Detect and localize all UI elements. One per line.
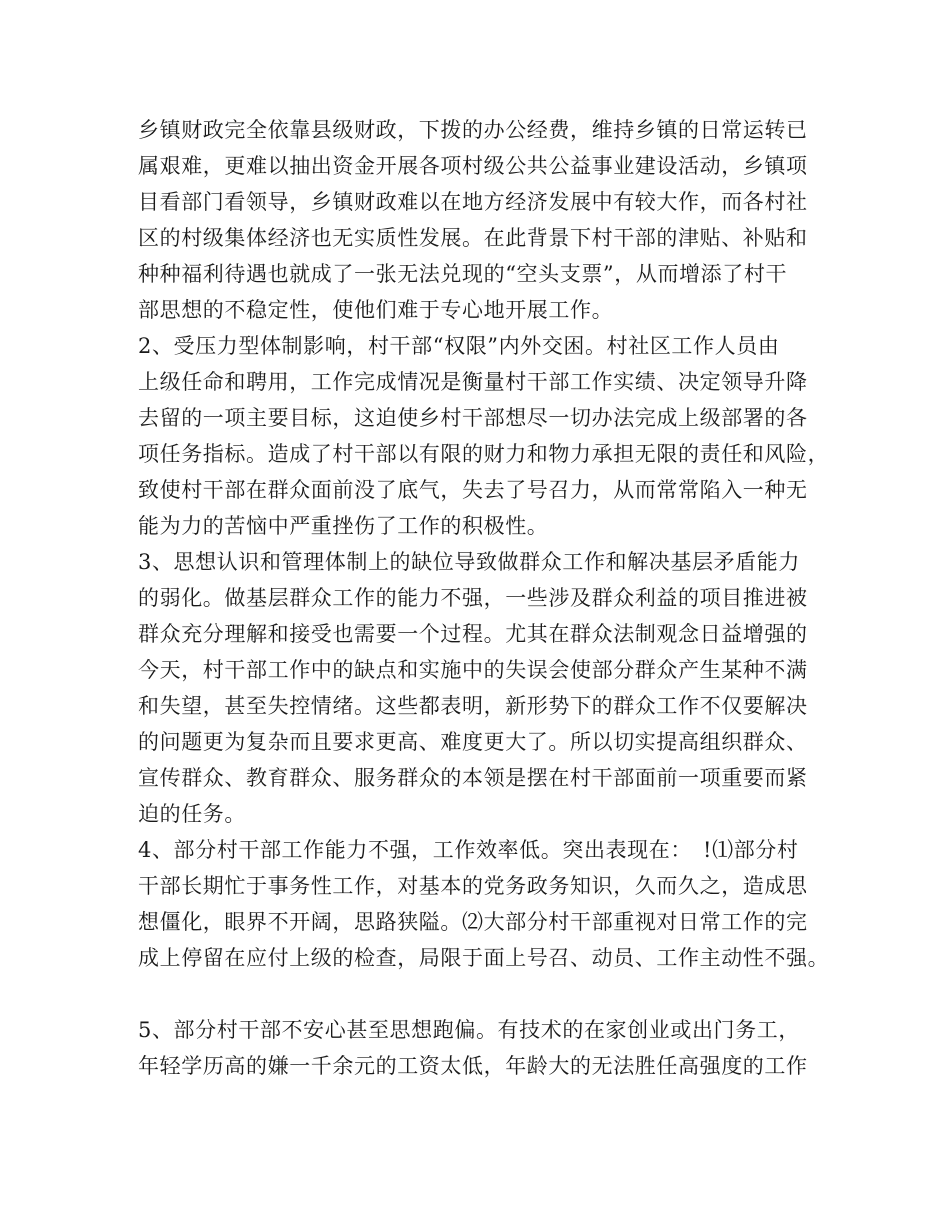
text-line: 致使村干部在群众面前没了底气，失去了号召力，从而常常陷入一种无 (138, 478, 808, 502)
text-line: 群众充分理解和接受也需要一个过程。尤其在群众法制观念日益增强的 (138, 622, 808, 646)
text-line: 去留的一项主要目标，这迫使乡村干部想尽一切办法完成上级部署的各 (138, 406, 808, 430)
text-line: 干部长期忙于事务性工作，对基本的党务政务知识，久而久之，造成思 (138, 874, 808, 898)
document-body (138, 112, 828, 1084)
text-line: 宣传群众、教育群众、服务群众的本领是摆在村干部面前一项重要而紧 (138, 766, 808, 790)
paragraph-5-start: 5、部分村干部不安心甚至思想跑偏。有技术的在家创业或出门务工， (138, 1018, 800, 1042)
text-line: 和失望，甚至失控情绪。这些都表明，新形势下的群众工作不仅要解决 (138, 694, 808, 718)
text-line: 项任务指标。造成了村干部以有限的财力和物力承担无限的责任和风险， (138, 442, 830, 466)
text-line: 成上停留在应付上级的检查，局限于面上号召、动员、工作主动性不强。 (138, 946, 830, 970)
text-line: 想僵化，眼界不开阔，思路狭隘。⑵大部分村干部重视对日常工作的完 (138, 910, 808, 934)
text-line: 能为力的苦恼中严重挫伤了工作的积极性。 (138, 514, 549, 538)
paragraph-4-start: 4、部分村干部工作能力不强，工作效率低。突出表现在： !⑴部分村 (138, 838, 799, 862)
text-line: 年轻学历高的嫌一千余元的工资太低，年龄大的无法胜任高强度的工作 (138, 1054, 808, 1078)
text-line: 迫的任务。 (138, 802, 246, 826)
text-line: 今天，村干部工作中的缺点和实施中的失误会使部分群众产生某种不满 (138, 658, 808, 682)
text-line: 上级任命和聘用，工作完成情况是衡量村干部工作实绩、决定领导升降 (138, 370, 808, 394)
blank-line (138, 976, 828, 1012)
text-line: 区的村级集体经济也无实质性发展。在此背景下村干部的津贴、补贴和 (138, 226, 808, 250)
text-line: 属艰难，更难以抽出资金开展各项村级公共公益事业建设活动，乡镇项 (138, 154, 808, 178)
text-line: 种种福利待遇也就成了一张无法兑现的“空头支票”，从而增添了村干 (138, 262, 788, 286)
paragraph-3-start: 3、思想认识和管理体制上的缺位导致做群众工作和解决基层矛盾能力 (138, 550, 800, 574)
text-line: 目看部门看领导，乡镇财政难以在地方经济发展中有较大作，而各村社 (138, 190, 808, 214)
paragraph-2-start: 2、受压力型体制影响，村干部“权限”内外交困。村社区工作人员由 (138, 334, 780, 358)
text-line: 的弱化。做基层群众工作的能力不强，一些涉及群众利益的项目推进被 (138, 586, 808, 610)
text-line: 乡镇财政完全依靠县级财政，下拨的办公经费，维持乡镇的日常运转已 (138, 118, 808, 142)
text-line: 部思想的不稳定性，使他们难于专心地开展工作。 (138, 298, 614, 322)
text-line: 的问题更为复杂而且要求更高、难度更大了。所以切实提高组织群众、 (138, 730, 808, 754)
